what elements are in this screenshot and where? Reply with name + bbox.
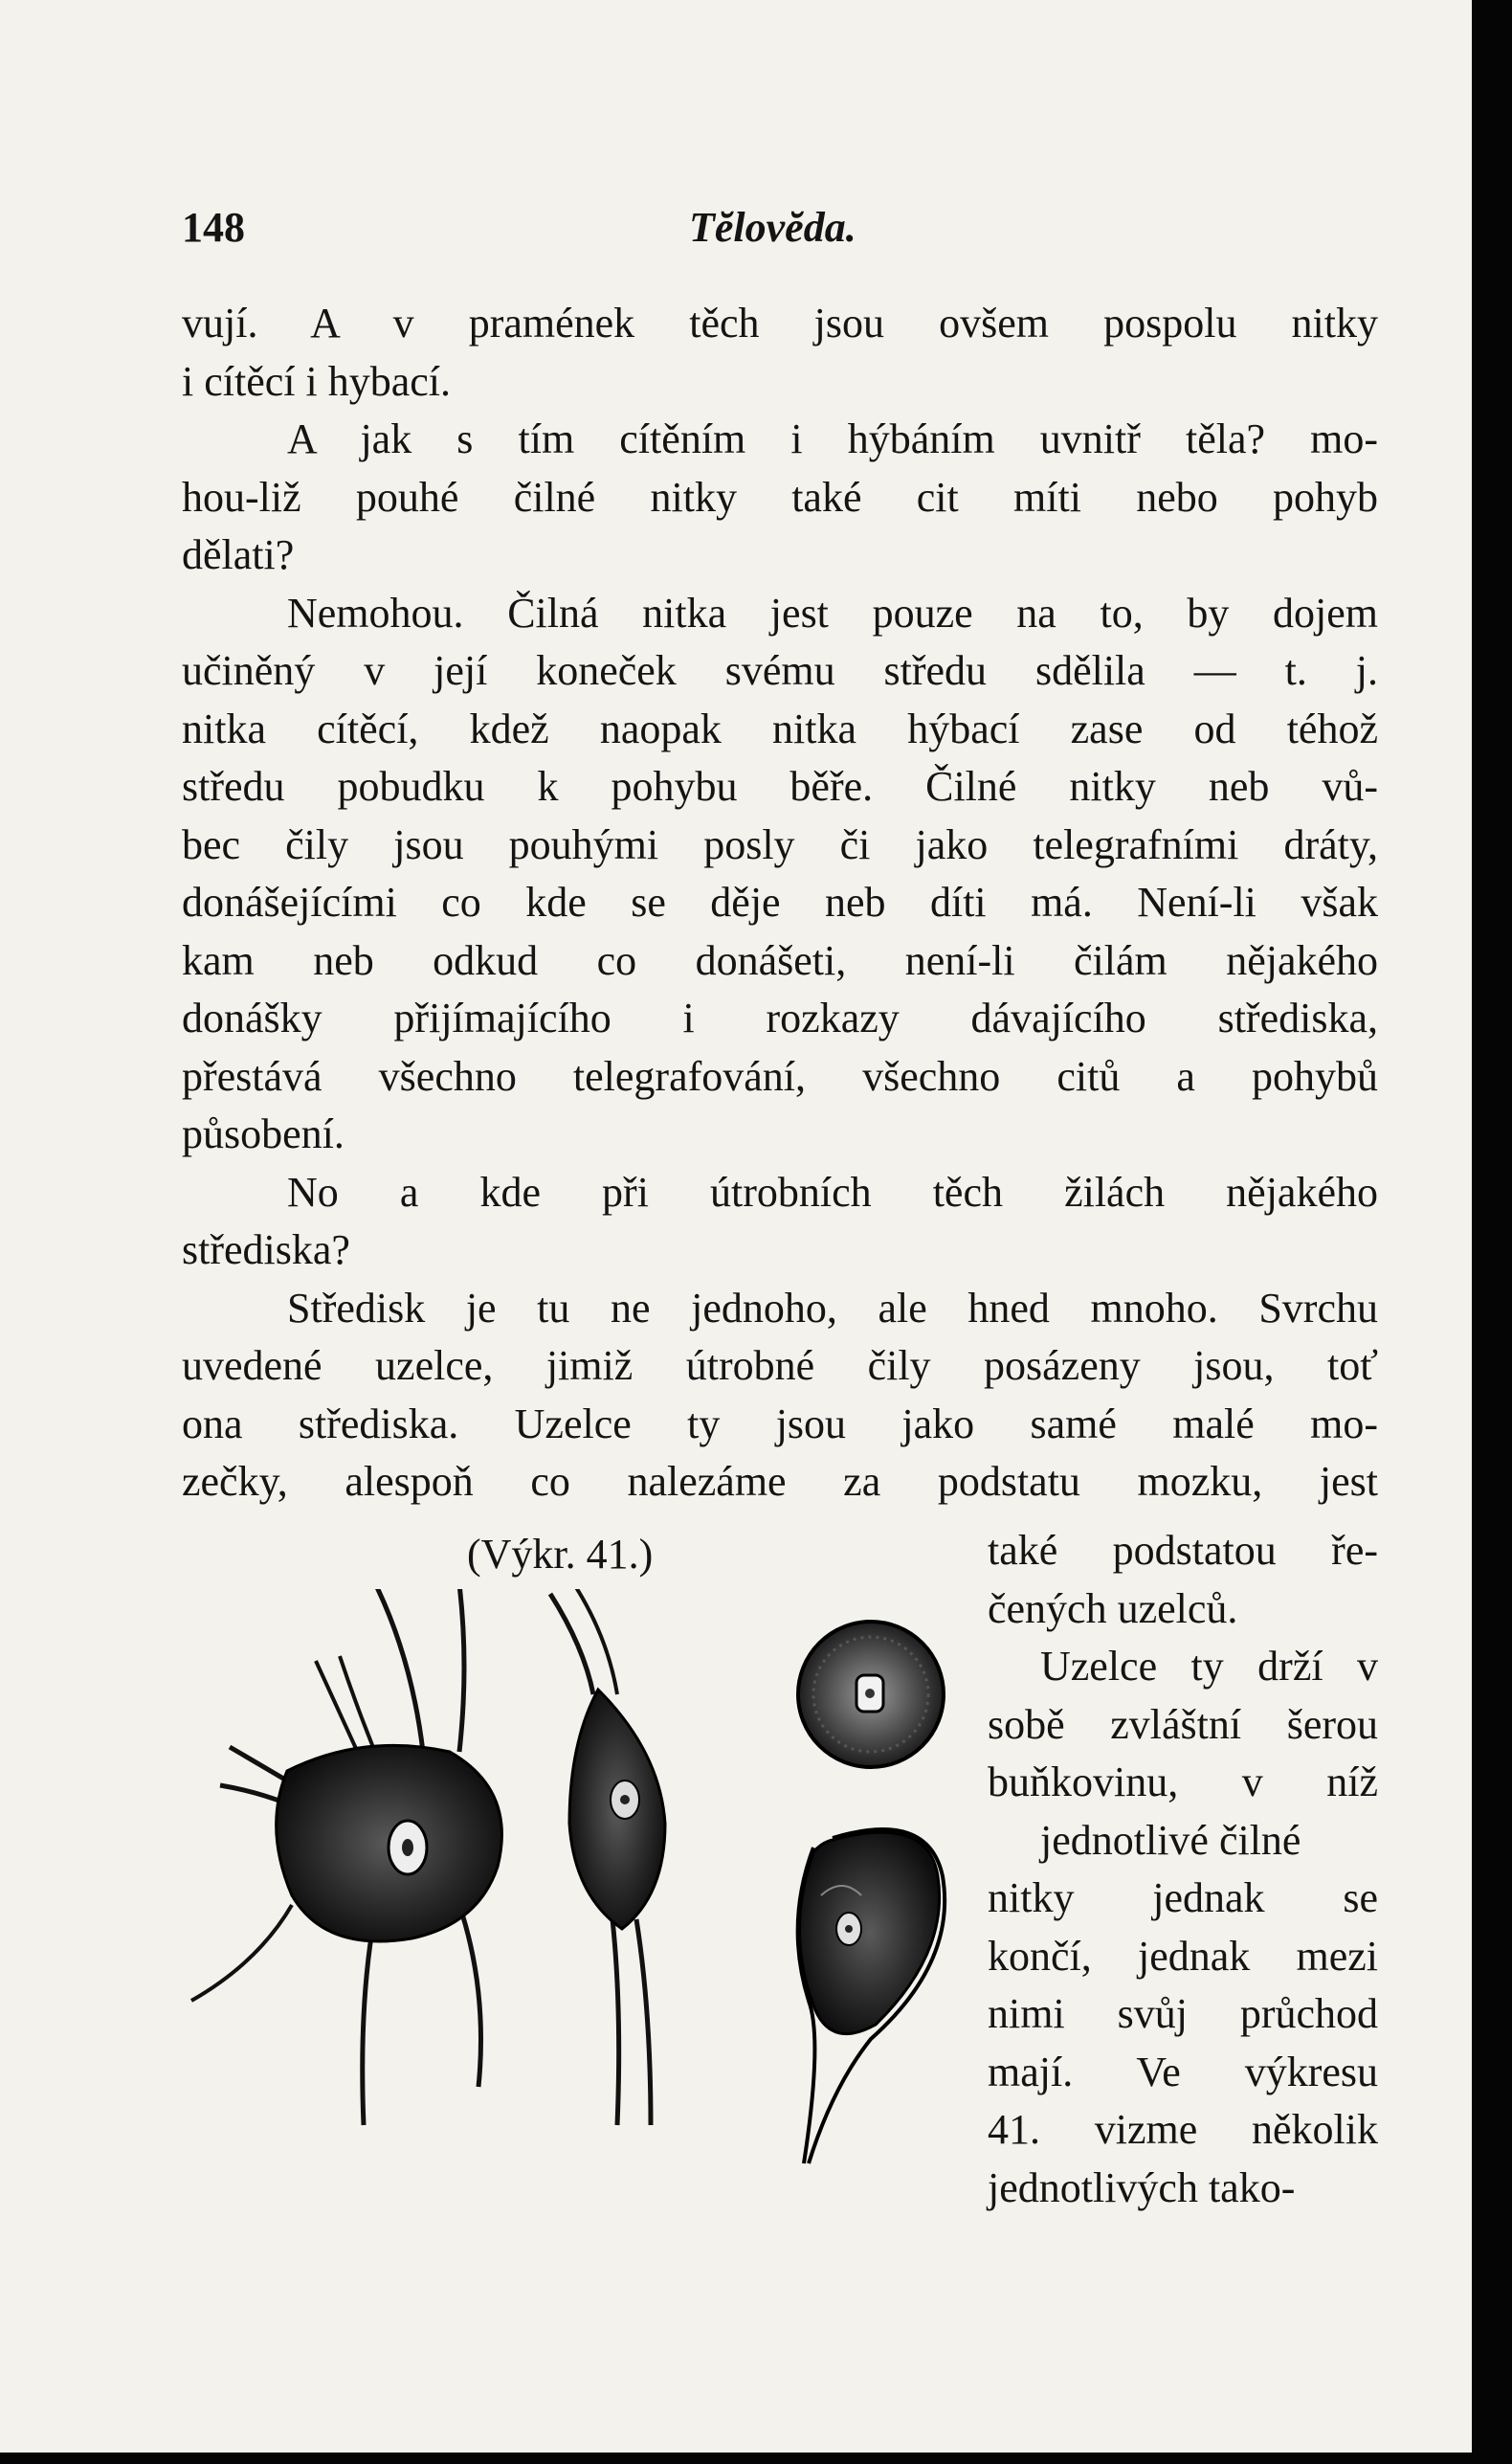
multipolar-cell — [191, 1589, 501, 2125]
text-line: hou-liž pouhé čilné nitky také cit míti nebo pohyb — [182, 473, 1378, 521]
text-line: ona střediska. Uzelce ty jsou jako samé malé mo- — [182, 1400, 1378, 1447]
text-line: Uzelce ty drží v — [1040, 1643, 1378, 1690]
text-line: A jak s tím cítěním i hýbáním uvnitř těla? mo- — [287, 415, 1378, 462]
page-bottom-edge — [0, 2453, 1512, 2464]
text-line: 41. vizme několik — [988, 2106, 1378, 2153]
text-line: střediska? — [182, 1226, 350, 1273]
text-line: přestává všechno telegrafování, všechno citů a pohybů — [182, 1052, 1378, 1100]
text-line: také podstatou ře- — [988, 1527, 1378, 1574]
text-line: Středisk je tu ne jednoho, ale hned mnoho. Svrchu — [287, 1284, 1378, 1332]
text-line: kam neb odkud co donášeti, není-li čilám nějakého — [182, 936, 1378, 984]
text-line: bec čily jsou pouhými posly či jako telegrafními dráty, — [182, 820, 1378, 868]
side-text — [988, 1522, 1378, 2217]
text-line: nitka cítěcí, kdež naopak nitka hýbací zase od téhož — [182, 705, 1378, 752]
text-line: i cítěcí i hybací. — [182, 357, 451, 405]
text-line: donášky přijímajícího i rozkazy dávajícího střediska, — [182, 995, 1378, 1042]
text-line: nimi svůj průchod — [988, 1990, 1378, 2037]
page-header — [182, 203, 1378, 260]
text-line: zečky, alespoň co nalezáme za podstatu mozku, jest — [182, 1458, 1378, 1505]
text-line: sobě zvláštní šerou — [988, 1700, 1378, 1748]
text-line: No a kde při útrobních těch žilách nějakého — [287, 1168, 1378, 1216]
page-number: 148 — [182, 204, 245, 251]
page-edge-shadow — [1472, 0, 1512, 2464]
figure-caption: (Výkr. 41.) — [467, 1531, 654, 1578]
text-line: středu pobudku k pohybu běře. Čilné nitky neb vů- — [182, 763, 1378, 810]
text-line: končí, jednak mezi — [988, 1932, 1378, 1980]
ganglion-cells-illustration — [172, 1589, 995, 2230]
unipolar-cell — [798, 1829, 945, 2163]
text-line: mají. Ve výkresu — [988, 2048, 1378, 2095]
text-line: nitky jednak se — [988, 1874, 1378, 1921]
text-line: jednotlivé čilné — [1040, 1816, 1301, 1864]
body-text — [182, 295, 1378, 1512]
bipolar-cell — [550, 1589, 665, 2125]
text-line: dělati? — [182, 531, 295, 578]
running-title: Tĕlovĕda. — [689, 204, 856, 251]
text-line: Nemohou. Čilná nitka jest pouze na to, by dojem — [287, 589, 1378, 637]
text-line: jednotlivých tako- — [988, 2163, 1296, 2211]
text-line: buňkovinu, v níž — [988, 1758, 1378, 1805]
text-line: učiněný v její koneček svému středu sdělila — t. j. — [182, 647, 1378, 694]
text-line: vují. A v pramének těch jsou ovšem pospolu nitky — [182, 300, 1378, 347]
text-line: donášejícími co kde se děje neb díti má. Není-li však — [182, 879, 1378, 926]
text-line: působení. — [182, 1110, 345, 1157]
round-cell — [798, 1622, 944, 1767]
text-line: čených uzelců. — [988, 1584, 1238, 1632]
text-line: uvedené uzelce, jimiž útrobné čily posázeny jsou, toť — [182, 1342, 1378, 1389]
